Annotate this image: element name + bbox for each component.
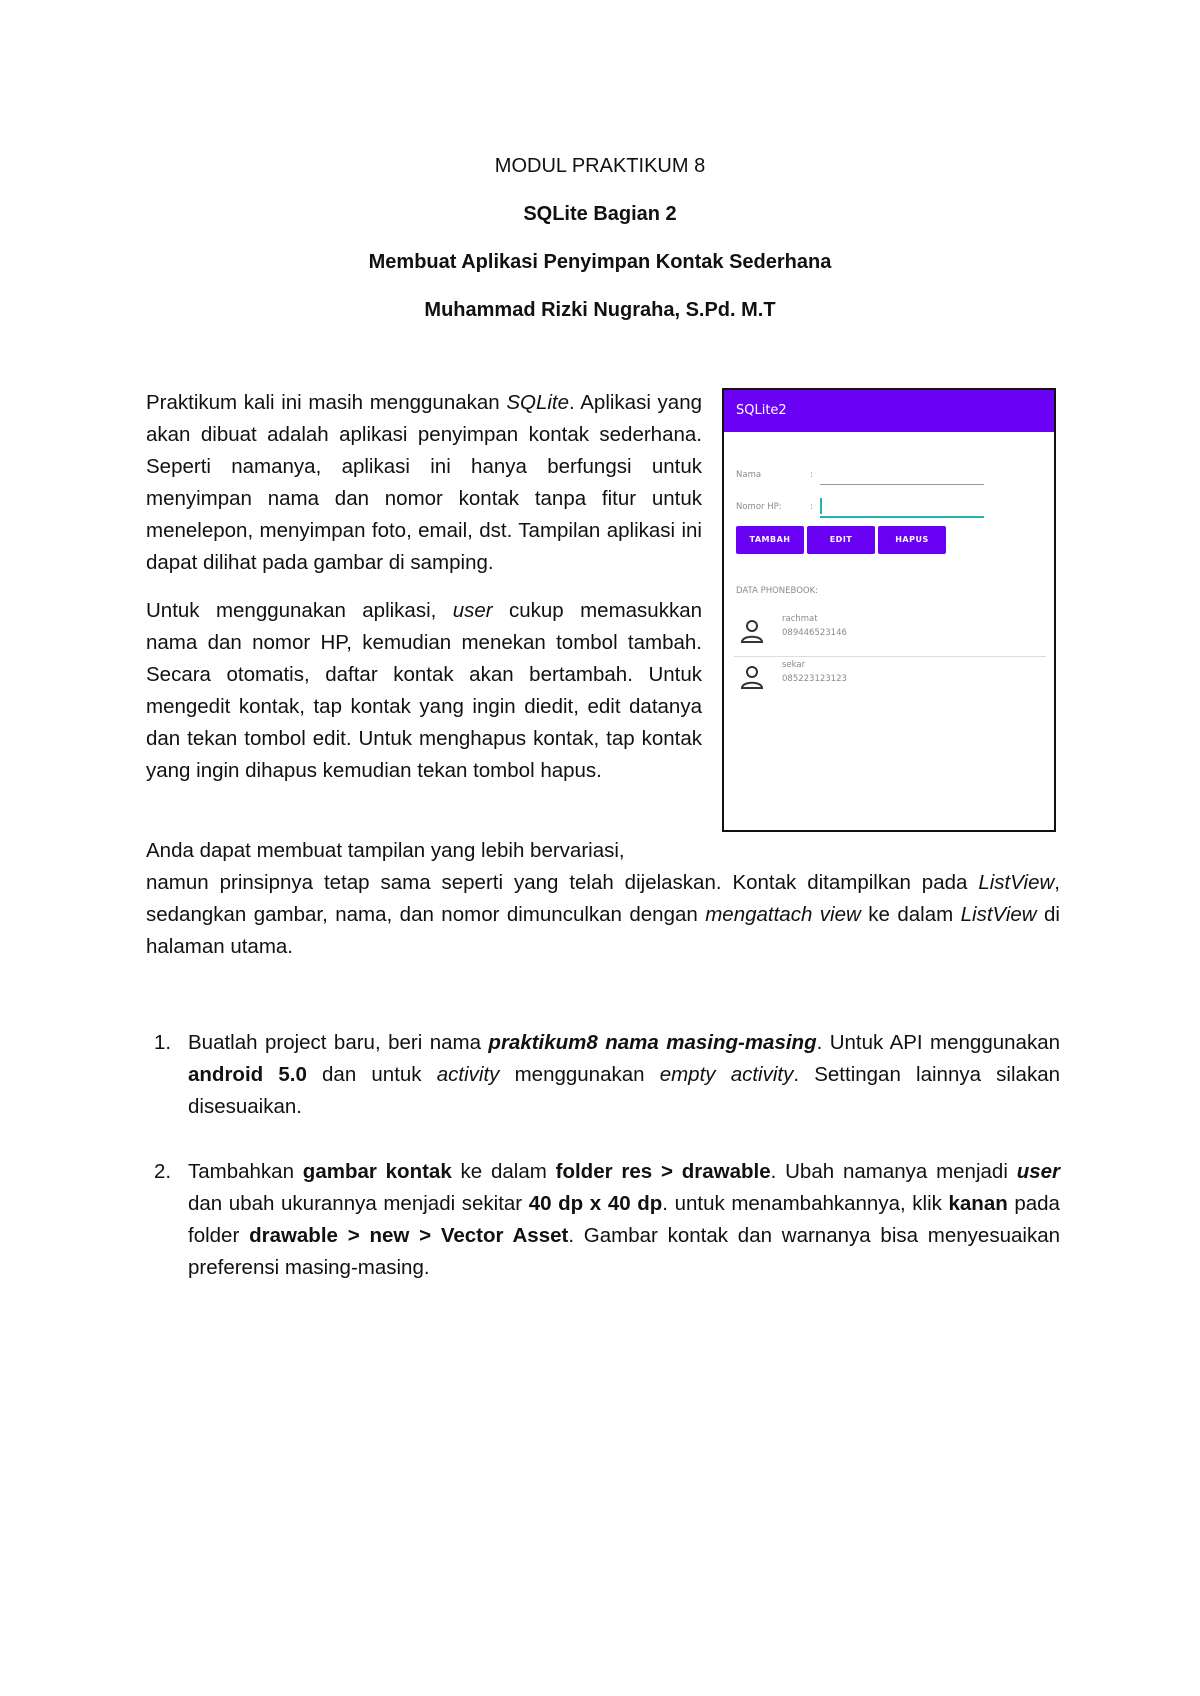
text-italic: ListView [978, 871, 1055, 894]
text: dan untuk [306, 1063, 437, 1086]
step-number: 2. [154, 1160, 172, 1183]
app-bar-title: SQLite2 [724, 390, 1054, 432]
paragraph-variation-first-line [146, 835, 702, 867]
text-italic: mengattach view [705, 903, 861, 926]
text-italic: SQLite [506, 391, 570, 414]
module-author: Muhammad Rizki Nugraha, S.Pd. M.T [424, 299, 776, 321]
nama-colon: : [810, 470, 814, 480]
list-divider [734, 656, 1046, 657]
text: , sedangkan gambar, nama, dan nomor dimunculkan dengan [146, 871, 1060, 926]
hapus-button[interactable]: HAPUS [878, 526, 946, 554]
contact-number: 085223123123 [782, 674, 847, 684]
module-title: MODUL PRAKTIKUM 8 [494, 155, 706, 177]
text: ke dalam [860, 903, 961, 926]
text: Untuk menggunakan aplikasi, [146, 599, 453, 622]
text: menggunakan [499, 1063, 660, 1086]
text: . untuk menambahkannya, klik [662, 1192, 949, 1215]
text: dan ubah ukurannya menjadi sekitar [188, 1192, 529, 1215]
text-italic: activity [436, 1063, 500, 1086]
user-icon [740, 618, 764, 644]
text-italic: empty activity [659, 1063, 794, 1086]
nama-label: Nama [736, 470, 762, 480]
text-bold: drawable > new > Vector Asset [249, 1224, 569, 1247]
step-number: 1. [154, 1031, 172, 1054]
text-bold: kanan [948, 1192, 1008, 1215]
nomor-label: Nomor HP: [736, 502, 782, 512]
text: namun prinsipnya tetap sama seperti yang telah dijelaskan. Kontak ditampilkan pada [146, 871, 979, 894]
text: . Ubah namanya menjadi [770, 1160, 1017, 1183]
text: di halaman utama. [146, 903, 1060, 958]
contact-list-item[interactable] [724, 612, 1054, 656]
nomor-input[interactable] [820, 516, 984, 518]
text-bold: 40 dp x 40 dp [528, 1192, 663, 1215]
app-screenshot [722, 388, 1056, 832]
paragraph-usage [146, 595, 702, 787]
button-row [736, 526, 946, 554]
phonebook-section-label: DATA PHONEBOOK: [736, 586, 819, 596]
text-bold: android 5.0 [188, 1063, 307, 1086]
text-bold-italic: praktikum8 nama masing-masing [488, 1031, 817, 1054]
text: pada folder [188, 1192, 1060, 1247]
text-bold: folder res > drawable [555, 1160, 771, 1183]
text-bold: gambar kontak [302, 1160, 452, 1183]
text: . Aplikasi yang akan dibuat adalah aplikasi penyimpan kontak sederhana. Seperti namanya, aplikasi ini hanya berfungsi untuk menyimpan nama dan nomor kontak tanpa fitur untuk menelepon, menyimpan foto, email, dst. Tampilan aplikasi ini dapat dilihat pada gambar di samping. [146, 391, 702, 574]
contact-list-item[interactable] [724, 658, 1054, 702]
step-text [188, 1156, 1060, 1284]
contact-number: 089446523146 [782, 628, 847, 638]
tambah-button[interactable]: TAMBAH [736, 526, 804, 554]
text-cursor [820, 498, 822, 514]
nomor-colon: : [810, 502, 814, 512]
text: Buatlah project baru, beri nama [188, 1031, 489, 1054]
text: cukup memasukkan nama dan nomor HP, kemudian menekan tombol tambah. Secara otomatis, daftar kontak akan bertambah. Untuk mengedit kontak, tap kontak yang ingin diedit, edit datanya dan tekan tombol edit. Untuk menghapus kontak, tap kontak yang ingin dihapus kemudian tekan tombol hapus. [146, 599, 702, 782]
module-topic: Membuat Aplikasi Penyimpan Kontak Sederhana [368, 251, 832, 273]
text: . Settingan lainnya silakan disesuaikan. [188, 1063, 1060, 1118]
text: ke dalam [451, 1160, 556, 1183]
paragraph-variation [146, 867, 1060, 963]
text-bold-italic: user [1016, 1160, 1060, 1183]
text: Tambahkan [188, 1160, 303, 1183]
module-subtitle: SQLite Bagian 2 [523, 203, 677, 225]
text-italic: ListView [960, 903, 1037, 926]
text: . Untuk API menggunakan [816, 1031, 1060, 1054]
paragraph-intro [146, 387, 702, 579]
text: Praktikum kali ini masih menggunakan [146, 391, 507, 414]
text: Anda dapat membuat tampilan yang lebih bervariasi, [146, 839, 625, 862]
title-block [0, 142, 1200, 334]
contact-name: sekar [782, 660, 806, 670]
user-icon [740, 664, 764, 690]
step-text [188, 1027, 1060, 1123]
nama-input[interactable] [820, 484, 984, 485]
contact-name: rachmat [782, 614, 818, 624]
text: . Gambar kontak dan warnanya bisa menyesuaikan preferensi masing-masing. [188, 1224, 1060, 1279]
text-italic: user [452, 599, 493, 622]
edit-button[interactable]: EDIT [807, 526, 875, 554]
